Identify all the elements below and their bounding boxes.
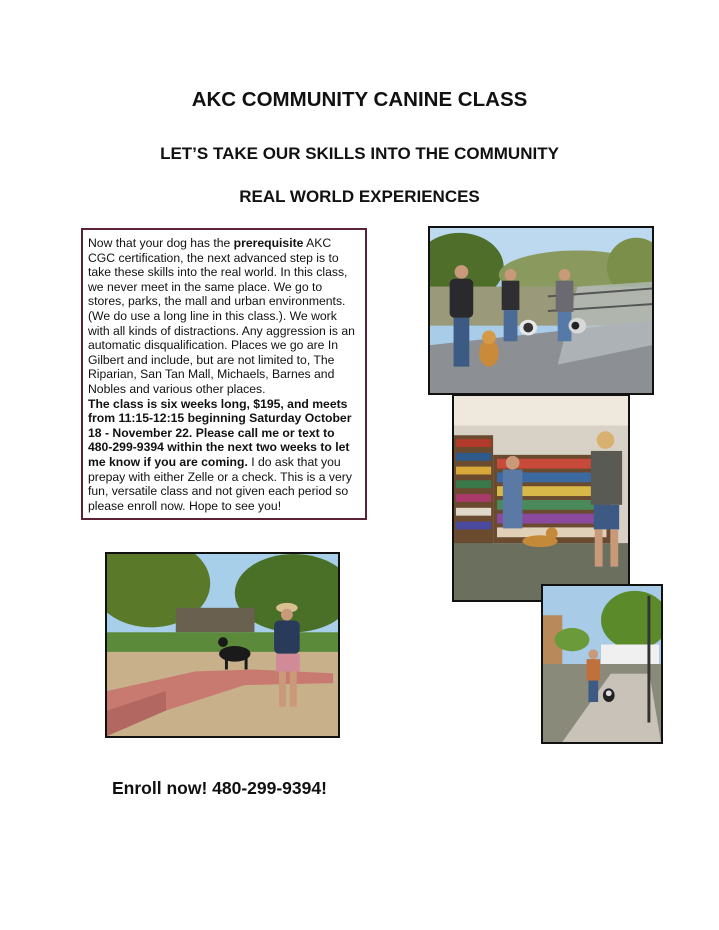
- page-tagline: REAL WORLD EXPERIENCES: [239, 187, 480, 206]
- page-title: AKC COMMUNITY CANINE CLASS: [191, 88, 528, 111]
- street-scene: [543, 586, 661, 742]
- page-subtitle: LET’S TAKE OUR SKILLS INTO THE COMMUNITY: [160, 144, 559, 163]
- intro-text-rest: AKC CGC certification, the next advanced step is to take these skills into the real world. In this class, we never meet in the same place. We go to stores, parks, the mall and urban environments. (We do use a long line in this class.). We work with all kinds of distractions. Any aggression is an automatic disqualification. Places we go are In Gilbert and include, but are not limited to, The Riparian, San Tan Mall, Michaels, Barnes and Nobles and various other places.: [88, 236, 355, 396]
- photo-bridge-walk: [428, 226, 654, 395]
- intro-text-start: Now that your dog has the: [88, 236, 234, 250]
- class-description-box: [81, 228, 367, 520]
- prerequisite-emphasis: prerequisite: [233, 236, 304, 250]
- photo-park: [105, 552, 340, 738]
- enroll-call-to-action: Enroll now! 480-299-9394!: [112, 778, 327, 798]
- photo-street: [541, 584, 663, 744]
- class-description-text: [88, 236, 361, 513]
- bridge-scene: [430, 228, 652, 393]
- class-details: The class is six weeks long, $195, and meets from 11:15-12:15 beginning Saturday October 18 - November 22. Please call me or text to 480-299-9394 within the next two weeks to let me know if you are coming.: [88, 396, 352, 469]
- closing-text: I do ask that you prepay with either Zelle or a check. This is a very fun, versatile class and not given each period so please enroll now. Hope to see you!: [88, 454, 352, 513]
- photo-bookstore: [452, 394, 630, 602]
- park-scene: [107, 554, 338, 736]
- bookstore-scene: [454, 396, 628, 600]
